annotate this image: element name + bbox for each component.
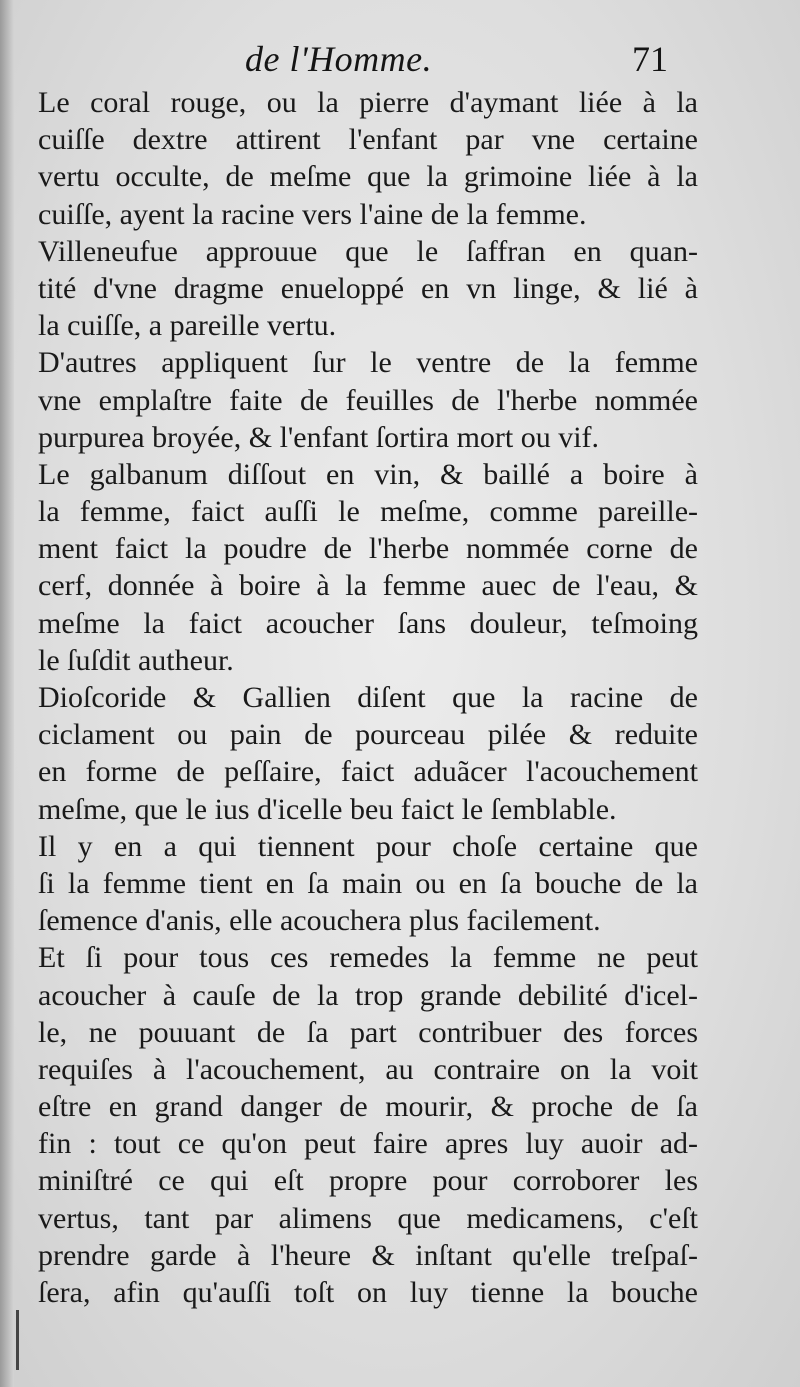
text-line: miniſtré ce qui eſt propre pour corroborer les bbox=[38, 1164, 698, 1198]
text-line: cuiſſe dextre attirent l'enfant par vne certaine bbox=[38, 123, 698, 157]
paragraph bbox=[38, 939, 698, 1311]
text-line: Il y en a qui tiennent pour choſe certaine que bbox=[38, 829, 698, 863]
running-head: de l'Homme. bbox=[245, 39, 433, 79]
text-line: meſme la faict acoucher ſans douleur, teſmoing bbox=[38, 606, 698, 640]
text-line: Dioſcoride & Gallien diſent que la racine de bbox=[38, 681, 698, 714]
paragraph bbox=[38, 233, 698, 345]
text-line: vertu occulte, de meſme que la grimoine liée à la bbox=[38, 160, 698, 194]
text-line: ſera, afin qu'auſſi toſt on luy tienne la bouche bbox=[38, 1276, 698, 1309]
text-line: en forme de peſſaire, faict aduãcer l'acouchement bbox=[38, 755, 698, 789]
text-line: acoucher à cauſe de la trop grande debilité d'icel- bbox=[38, 978, 698, 1012]
text-line: cerf, donnée à boire à la femme auec de l'eau, & bbox=[38, 569, 698, 603]
body-text bbox=[38, 84, 698, 1311]
text-line: ment faict la poudre de l'herbe nommée corne de bbox=[38, 532, 698, 566]
text-line: requiſes à l'acouchement, au contraire on la voit bbox=[38, 1052, 698, 1086]
text-line: vertus, tant par alimens que medicamens, c'eſt bbox=[38, 1201, 698, 1235]
text-line: ſi la femme tient en ſa main ou en ſa bouche de la bbox=[38, 866, 698, 900]
paragraph bbox=[38, 84, 698, 233]
page-number: 71 bbox=[632, 39, 668, 79]
paragraph bbox=[38, 828, 698, 940]
text-line: Le coral rouge, ou la pierre d'aymant liée à la bbox=[38, 86, 698, 119]
text-line: la femme, faict auſſi le meſme, comme pareille- bbox=[38, 495, 698, 529]
text-line: meſme, que le ius d'icelle beu faict le ſemblable. bbox=[38, 792, 617, 826]
text-line: Le galbanum diſſout en vin, & baillé a boire à bbox=[38, 457, 698, 491]
text-line: prendre garde à l'heure & inſtant qu'elle treſpaſ- bbox=[38, 1238, 698, 1272]
text-line: D'autres appliquent ſur le ventre de la femme bbox=[38, 346, 698, 380]
text-line: vne emplaſtre faite de feuilles de l'herbe nommée bbox=[38, 383, 698, 417]
page-gutter-shadow bbox=[0, 0, 14, 1387]
margin-mark bbox=[16, 1310, 19, 1370]
text-line: le ſuſdit autheur. bbox=[38, 643, 234, 677]
paragraph bbox=[38, 456, 698, 679]
text-line: ciclament ou pain de pourceau pilée & reduite bbox=[38, 718, 698, 752]
text-line: Et ſi pour tous ces remedes la femme ne peut bbox=[38, 941, 698, 975]
text-line: cuiſſe, ayent la racine vers l'aine de la femme. bbox=[38, 197, 587, 231]
paragraph bbox=[38, 679, 698, 828]
text-line: le, ne pouuant de ſa part contribuer des forces bbox=[38, 1015, 698, 1049]
text-line: tité d'vne dragme enueloppé en vn linge, & lié à bbox=[38, 271, 698, 305]
text-line: purpurea broyée, & l'enfant ſortira mort ou vif. bbox=[38, 420, 600, 454]
text-line: fin : tout ce qu'on peut faire apres luy auoir ad- bbox=[38, 1127, 698, 1161]
text-line: ſemence d'anis, elle acouchera plus facilement. bbox=[38, 904, 601, 938]
text-line: la cuiſſe, a pareille vertu. bbox=[38, 309, 337, 343]
text-line: Villeneufue approuue que le ſaffran en quan- bbox=[38, 234, 698, 268]
text-line: eſtre en grand danger de mourir, & proche de ſa bbox=[38, 1090, 698, 1124]
page-header bbox=[0, 38, 800, 88]
paragraph bbox=[38, 344, 698, 456]
